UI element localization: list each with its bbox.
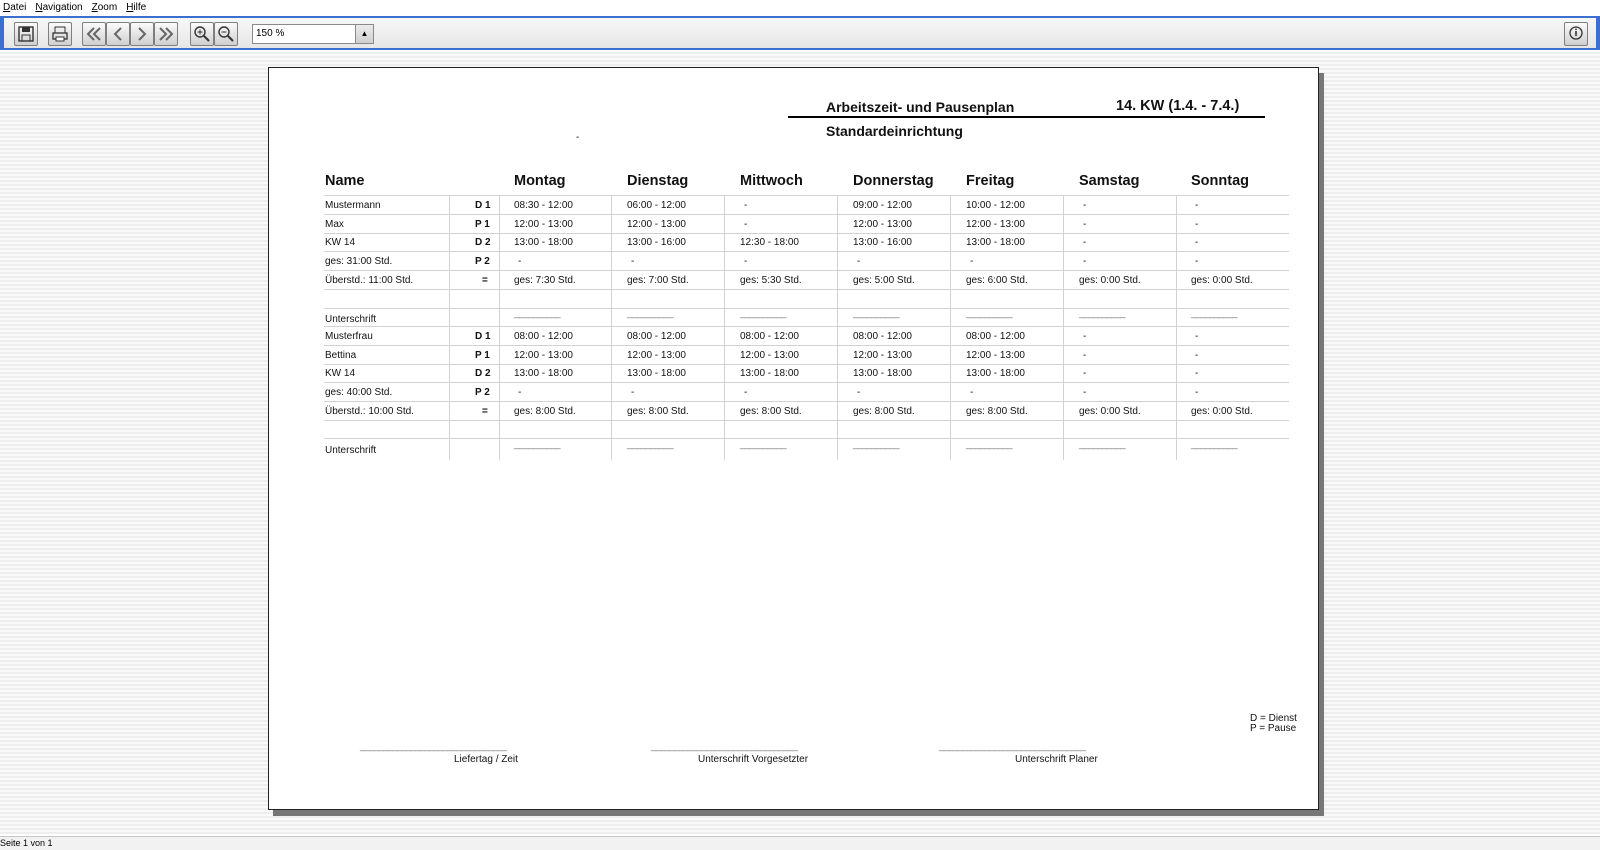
schedule-cell: - — [1195, 330, 1199, 342]
schedule-cell: ges: 8:00 Std. — [853, 405, 915, 417]
row-divider — [324, 420, 1289, 421]
report-title: Arbeitszeit- und Pausenplan — [826, 99, 1015, 115]
first-page-button[interactable] — [82, 22, 106, 46]
printer-icon — [51, 25, 69, 43]
next-page-button[interactable] — [130, 22, 154, 46]
schedule-cell: ges: 0:00 Std. — [1079, 274, 1141, 286]
schedule-cell: - — [1195, 218, 1199, 230]
schedule-cell: - — [1083, 330, 1087, 342]
double-chevron-left-icon — [85, 25, 103, 43]
schedule-cell: - — [1195, 387, 1199, 398]
row-label: KW 14 — [325, 237, 356, 249]
column-divider — [611, 196, 612, 460]
row-divider — [324, 289, 1289, 290]
column-divider — [724, 196, 725, 460]
schedule-cell: 13:00 - 18:00 — [966, 237, 1025, 249]
footer-signature-line: ________________________________ — [651, 741, 797, 752]
row-divider — [324, 382, 1289, 383]
signature-line: __________ — [1079, 308, 1125, 320]
row-divider — [324, 233, 1289, 234]
schedule-cell: - — [631, 256, 635, 268]
row-label: KW 14 — [325, 368, 356, 380]
schedule-cell: 13:00 - 16:00 — [627, 237, 686, 249]
schedule-cell: ges: 8:00 Std. — [627, 405, 689, 417]
schedule-cell: - — [1195, 368, 1199, 380]
row-code: P 2 — [475, 256, 490, 268]
signature-line: __________ — [966, 439, 1012, 451]
info-icon — [1567, 25, 1585, 43]
schedule-cell: 13:00 - 18:00 — [514, 237, 573, 249]
row-code: P 1 — [475, 218, 490, 230]
row-code: P 2 — [475, 387, 490, 398]
column-header-name: Name — [325, 173, 365, 189]
signature-line: __________ — [1191, 439, 1237, 451]
schedule-cell: 08:00 - 12:00 — [740, 330, 799, 342]
schedule-cell: - — [857, 387, 861, 398]
chevron-left-icon — [109, 25, 127, 43]
schedule-cell: - — [1195, 349, 1199, 361]
row-divider — [324, 214, 1289, 215]
page-status: Seite 1 von 1 — [0, 838, 53, 848]
row-label: ges: 40:00 Std. — [325, 387, 393, 398]
row-divider — [324, 401, 1289, 402]
schedule-cell: 12:00 - 13:00 — [966, 218, 1025, 230]
schedule-cell: 13:00 - 18:00 — [514, 368, 573, 380]
column-header-day: Samstag — [1079, 173, 1140, 189]
schedule-cell: ges: 0:00 Std. — [1191, 405, 1253, 417]
column-header-day: Donnerstag — [853, 173, 934, 189]
zoom-in-icon — [193, 25, 211, 43]
status-bar — [0, 836, 1600, 850]
column-divider — [449, 196, 450, 460]
toolbar — [0, 16, 1600, 50]
menu-item-label: oom — [97, 1, 118, 13]
week-label: 14. KW (1.4. - 7.4.) — [1116, 98, 1240, 114]
row-divider — [324, 345, 1289, 346]
column-divider — [837, 196, 838, 460]
schedule-cell: ges: 5:00 Std. — [853, 274, 915, 286]
menu-item-mnemonic: N — [35, 1, 43, 13]
schedule-cell: ges: 8:00 Std. — [966, 405, 1028, 417]
dropdown-arrow-icon[interactable]: ▲︎ — [355, 25, 373, 43]
zoom-in-button[interactable] — [190, 22, 214, 46]
row-code: D 2 — [475, 368, 491, 380]
schedule-cell: 08:30 - 12:00 — [514, 200, 573, 211]
schedule-cell: ges: 7:00 Std. — [627, 274, 689, 286]
schedule-cell: 12:00 - 13:00 — [740, 349, 799, 361]
row-code: = — [482, 274, 488, 286]
signature-line: __________ — [966, 308, 1012, 320]
schedule-cell: - — [1195, 237, 1199, 249]
schedule-cell: 12:00 - 13:00 — [966, 349, 1025, 361]
print-button[interactable] — [48, 22, 72, 46]
row-label: ges: 31:00 Std. — [325, 256, 393, 268]
schedule-cell: - — [970, 387, 974, 398]
column-header-day: Dienstag — [627, 173, 689, 189]
schedule-cell: ges: 5:30 Std. — [740, 274, 802, 286]
schedule-cell: 09:00 - 12:00 — [853, 200, 912, 211]
schedule-cell: 12:00 - 13:00 — [514, 349, 573, 361]
schedule-cell: - — [1083, 368, 1087, 380]
schedule-cell: 13:00 - 16:00 — [853, 237, 912, 249]
schedule-cell: ges: 8:00 Std. — [514, 405, 576, 417]
signature-line: __________ — [853, 439, 899, 451]
signature-line: __________ — [740, 308, 786, 320]
schedule-cell: - — [744, 387, 748, 398]
schedule-cell: 12:00 - 13:00 — [514, 218, 573, 230]
schedule-cell: 12:00 - 13:00 — [627, 218, 686, 230]
row-divider — [324, 326, 1289, 327]
schedule-cell: 08:00 - 12:00 — [966, 330, 1025, 342]
menu-item-mnemonic: H — [126, 1, 134, 13]
schedule-cell: 13:00 - 18:00 — [740, 368, 799, 380]
footer-label-liefertag: Liefertag / Zeit — [454, 754, 518, 765]
zoom-value: 150 % — [256, 28, 285, 39]
schedule-cell: 13:00 - 18:00 — [627, 368, 686, 380]
menu-item-mnemonic: Z — [91, 1, 98, 13]
row-divider — [324, 438, 1289, 439]
schedule-cell: ges: 7:30 Std. — [514, 274, 576, 286]
schedule-cell: 08:00 - 12:00 — [514, 330, 573, 342]
schedule-cell: - — [518, 387, 522, 398]
schedule-cell: - — [1083, 349, 1087, 361]
schedule-cell: 06:00 - 12:00 — [627, 200, 686, 211]
column-header-day: Montag — [514, 173, 566, 189]
row-label: Musterfrau — [325, 330, 373, 342]
row-divider — [324, 364, 1289, 365]
schedule-cell: ges: 6:00 Std. — [966, 274, 1028, 286]
legend-pause: P = Pause — [1250, 723, 1297, 734]
schedule-cell: - — [1195, 200, 1199, 211]
column-header-day: Sonntag — [1191, 173, 1249, 189]
menu-item-label: avigation — [42, 1, 83, 13]
schedule-cell: - — [1083, 256, 1087, 268]
zoom-select[interactable] — [252, 24, 374, 44]
chevron-right-icon — [133, 25, 151, 43]
dash-mark: - — [576, 132, 580, 143]
schedule-cell: - — [1083, 218, 1087, 230]
signature-line: __________ — [514, 439, 560, 451]
menu-item-mnemonic: D — [3, 1, 11, 13]
menu-bar — [0, 0, 1600, 15]
schedule-cell: 12:00 - 13:00 — [853, 349, 912, 361]
signature-line: __________ — [514, 308, 560, 320]
schedule-cell: 13:00 - 18:00 — [853, 368, 912, 380]
info-button[interactable] — [1564, 22, 1588, 46]
schedule-cell: - — [744, 200, 748, 211]
report-page — [268, 67, 1319, 810]
column-divider — [950, 196, 951, 460]
row-divider — [324, 270, 1289, 271]
schedule-cell: - — [518, 256, 522, 268]
report-subtitle: Standardeinrichtung — [826, 123, 963, 139]
schedule-cell: - — [744, 218, 748, 230]
schedule-cell: - — [970, 256, 974, 268]
footer-label-vorgesetzter: Unterschrift Vorgesetzter — [698, 754, 809, 765]
signature-line: __________ — [740, 439, 786, 451]
schedule-cell: ges: 0:00 Std. — [1191, 274, 1253, 286]
schedule-cell: - — [1083, 387, 1087, 398]
column-divider — [499, 196, 500, 460]
zoom-out-icon — [217, 25, 235, 43]
schedule-cell: - — [857, 256, 861, 268]
row-label: Mustermann — [325, 200, 381, 211]
signature-line: __________ — [1079, 439, 1125, 451]
footer-signature-line: ________________________________ — [360, 741, 506, 752]
column-divider — [1176, 196, 1177, 460]
schedule-cell: ges: 8:00 Std. — [740, 405, 802, 417]
last-page-button[interactable] — [154, 22, 178, 46]
column-header-day: Mittwoch — [740, 173, 803, 189]
schedule-cell: 12:30 - 18:00 — [740, 237, 799, 249]
schedule-cell: - — [1083, 200, 1087, 211]
menu-item-1[interactable] — [35, 1, 82, 15]
schedule-cell: 12:00 - 13:00 — [627, 349, 686, 361]
row-label: Max — [325, 218, 344, 230]
row-label: Überstd.: 11:00 Std. — [325, 274, 414, 286]
signature-line: __________ — [627, 308, 673, 320]
row-code: D 2 — [475, 237, 491, 249]
schedule-cell: 10:00 - 12:00 — [966, 200, 1025, 211]
schedule-cell: - — [631, 387, 635, 398]
menu-item-2[interactable] — [92, 1, 118, 15]
save-icon — [17, 25, 35, 43]
column-header-day: Freitag — [966, 173, 1015, 189]
row-code: D 1 — [475, 200, 491, 211]
signature-line: __________ — [1191, 308, 1237, 320]
schedule-cell: - — [744, 256, 748, 268]
row-label: Bettina — [325, 349, 357, 361]
schedule-cell: 08:00 - 12:00 — [853, 330, 912, 342]
schedule-cell: 13:00 - 18:00 — [966, 368, 1025, 380]
header-divider — [324, 195, 1289, 196]
legend-dienst: D = Dienst — [1250, 713, 1297, 724]
column-divider — [1063, 196, 1064, 460]
menu-item-label: ilfe — [133, 1, 147, 13]
schedule-cell: 12:00 - 13:00 — [853, 218, 912, 230]
menu-item-0[interactable] — [3, 1, 26, 15]
row-divider — [324, 308, 1289, 309]
schedule-cell: 08:00 - 12:00 — [627, 330, 686, 342]
signature-label: Unterschrift — [325, 445, 377, 457]
row-code: D 1 — [475, 330, 491, 342]
menu-item-label: atei — [10, 1, 27, 13]
title-underline — [788, 116, 1265, 118]
row-divider — [324, 251, 1289, 252]
previous-page-button[interactable] — [106, 22, 130, 46]
schedule-cell: - — [1195, 256, 1199, 268]
footer-label-planer: Unterschrift Planer — [1015, 754, 1098, 765]
row-label: Überstd.: 10:00 Std. — [325, 405, 414, 417]
double-chevron-right-icon — [157, 25, 175, 43]
schedule-cell: - — [1083, 237, 1087, 249]
signature-label: Unterschrift — [325, 314, 377, 326]
schedule-cell: ges: 0:00 Std. — [1079, 405, 1141, 417]
menu-item-3[interactable] — [126, 1, 146, 15]
footer-signature-line: ________________________________ — [939, 741, 1085, 752]
signature-line: __________ — [627, 439, 673, 451]
zoom-out-button[interactable] — [214, 22, 238, 46]
row-code: = — [482, 405, 488, 417]
save-button[interactable] — [14, 22, 38, 46]
signature-line: __________ — [853, 308, 899, 320]
row-code: P 1 — [475, 349, 490, 361]
